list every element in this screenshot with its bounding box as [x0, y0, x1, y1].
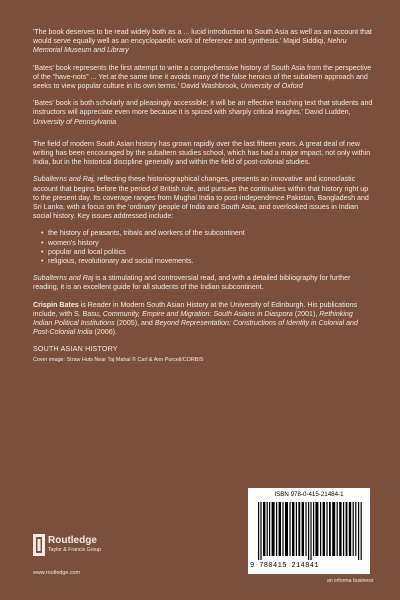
bio-text: (2006).: [92, 328, 117, 337]
quote-text: 'The book deserves to be read widely both as a ... lucid introduction to South Asia as well as an account that would serve equally well as an encyclopaedic work of reference and synthesis.' Majid Siddiqi,: [33, 28, 372, 46]
bio-text: (2005), and: [114, 319, 155, 328]
list-item: • women's history: [41, 239, 373, 248]
book-title: Subalterns and Raj: [33, 274, 94, 283]
closing-paragraph: [33, 274, 373, 292]
bio-text: (2001),: [292, 309, 320, 318]
barcode-panel: [248, 488, 370, 574]
quote-source: Nehru Memorial Museum and Library: [33, 37, 347, 55]
publisher-group: Taylor & Francis Group: [48, 547, 102, 553]
work-title: Beyond Representation: Constructions of Identity in Colonial and Post-Colonial India: [33, 319, 358, 337]
review-quote: [33, 28, 373, 56]
publisher-name: Routledge: [48, 535, 97, 546]
quote-text: 'Bates' book is both scholarly and pleasingly accessible; it will be an effective teaching text that students and instructors will appreciate even more because it is spiced with sharply critical insights.' David Ludden,: [33, 99, 373, 117]
barcode-digits: 9 780415 214841: [250, 562, 320, 570]
list-item: • religious, revolutionary and social movements.: [41, 257, 373, 266]
description-paragraph: [33, 175, 373, 221]
description-text: reflecting these historiographical changes, presents an innovative and iconoclastic account that begins before the period of British rule, and pursues the continuities within that history right up to the present day. Its coverage ranges from Mughal India to post-independence Pakistan, Bangladesh and Sri Lanka, with a focus on the ‘ordinary’ people of India and South Asia, and overlooked issues in Indian social history. Key issues addressed include:: [33, 175, 369, 221]
list-item: • popular and local politics: [41, 248, 373, 257]
book-title: Subalterns and Raj,: [33, 175, 96, 184]
publisher-logo: [33, 534, 133, 558]
publisher-website[interactable]: www.routledge.com: [33, 570, 81, 576]
quote-source: University of Oxford: [240, 82, 303, 91]
review-quote: [33, 64, 373, 92]
routledge-logo-icon: [33, 534, 45, 556]
key-issues-list: [33, 229, 373, 266]
closing-text: is a stimulating and controversial read, and with a detailed bibliography for further reading, it is an excellent guide for all students of the Indian subcontinent.: [33, 274, 351, 292]
back-cover-text: [33, 28, 373, 364]
quote-source: University of Pennsylvania: [33, 117, 117, 126]
list-item: • the history of peasants, tribals and workers of the subcontinent: [41, 229, 373, 238]
work-title: Rethinking Indian Political Institutions: [33, 309, 353, 328]
isbn-label: ISBN 978-0-415-21484-1: [274, 491, 344, 498]
author-bio: [33, 301, 373, 338]
review-quote: [33, 99, 373, 127]
barcode-icon: [258, 502, 362, 560]
series-name: SOUTH ASIAN HISTORY: [33, 345, 118, 354]
parent-company: an informa business: [327, 578, 374, 584]
author-name: Crispin Bates: [33, 300, 79, 309]
intro-paragraph: The field of modern South Asian history has grown rapidly over the last fifteen years. A great deal of new writing has been encouraged by the subaltern studies school, which has had a major impact, not only within India, but in the historical discipline generally and within the field of post-colonial studies.: [33, 139, 371, 167]
quote-text: 'Bates' book represents the first attempt to write a comprehensive history of South Asia from the perspective of the “have-nots” ... Yet at the same time it avoids many of the false heroics of the subaltern approach and seeks to view popular culture in its own terms.' David Washbrook,: [33, 63, 372, 91]
cover-credit: Cover image: Straw Huts Near Taj Mahal © Carl & Ann Purcell/CORBIS: [33, 357, 204, 364]
bio-text: is Reader in Modern South Asian History at the University of Edinburgh. His publications include, with S. Basu,: [33, 300, 358, 318]
work-title: Community, Empire and Migration: South Asians in Diaspora: [102, 309, 293, 318]
